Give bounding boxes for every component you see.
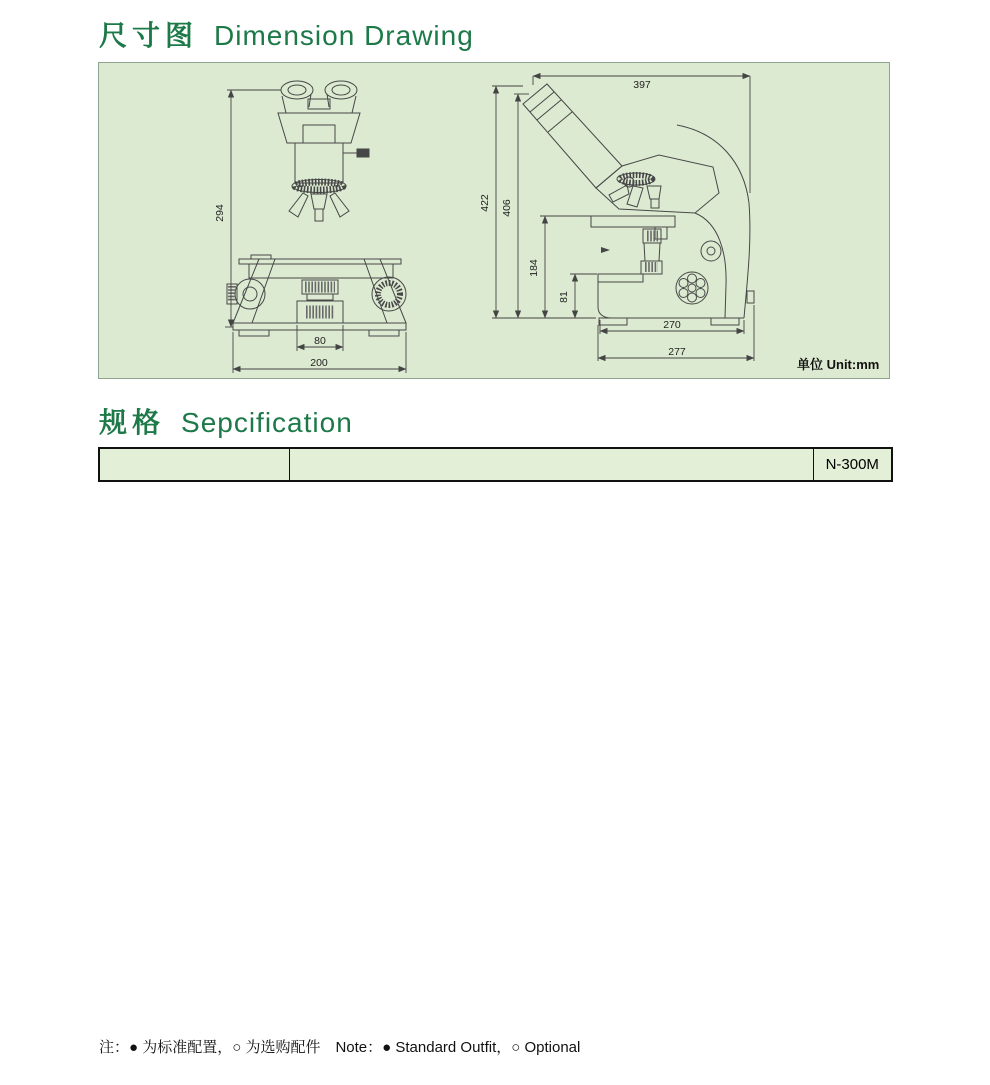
- dimension-drawing-title: [99, 14, 474, 54]
- model-header: N-300M: [813, 448, 892, 481]
- side-stage-height-dim: 184: [528, 259, 540, 277]
- spec-title-zh: 规格: [99, 407, 166, 438]
- side-head-height-dim: 406: [501, 199, 513, 217]
- dimension-drawing-svg: [99, 63, 889, 378]
- side-view-microscope: [523, 84, 754, 325]
- side-base-inner-dim: 270: [663, 319, 681, 331]
- spec-header-item: [99, 448, 289, 481]
- spec-table: [98, 447, 893, 482]
- front-base-width-dim: 200: [310, 357, 328, 369]
- dimension-title-zh: 尺寸图: [99, 20, 199, 51]
- dimension-drawing-panel: [98, 62, 890, 379]
- side-plate-height-dim: 81: [558, 291, 570, 303]
- unit-label: 单位 Unit:mm: [797, 357, 880, 372]
- spec-header-row: [99, 448, 892, 481]
- front-view-dimensions: [214, 90, 406, 373]
- front-view-microscope: [227, 81, 406, 336]
- front-height-dim: 294: [214, 204, 226, 222]
- spec-title-en: Sepcification: [181, 407, 353, 438]
- legend-note: 注：● 为标准配置，○ 为选购配件 Note：● Standard Outfit，○ Optional: [99, 1039, 581, 1056]
- dimension-title-en: Dimension Drawing: [214, 20, 474, 51]
- side-depth-dim: 397: [633, 79, 651, 91]
- side-base-outer-dim: 277: [668, 346, 686, 358]
- front-lamp-width-dim: 80: [314, 335, 326, 347]
- spec-header-description: [289, 448, 813, 481]
- specification-title: [99, 401, 353, 441]
- side-total-height-dim: 422: [479, 194, 491, 212]
